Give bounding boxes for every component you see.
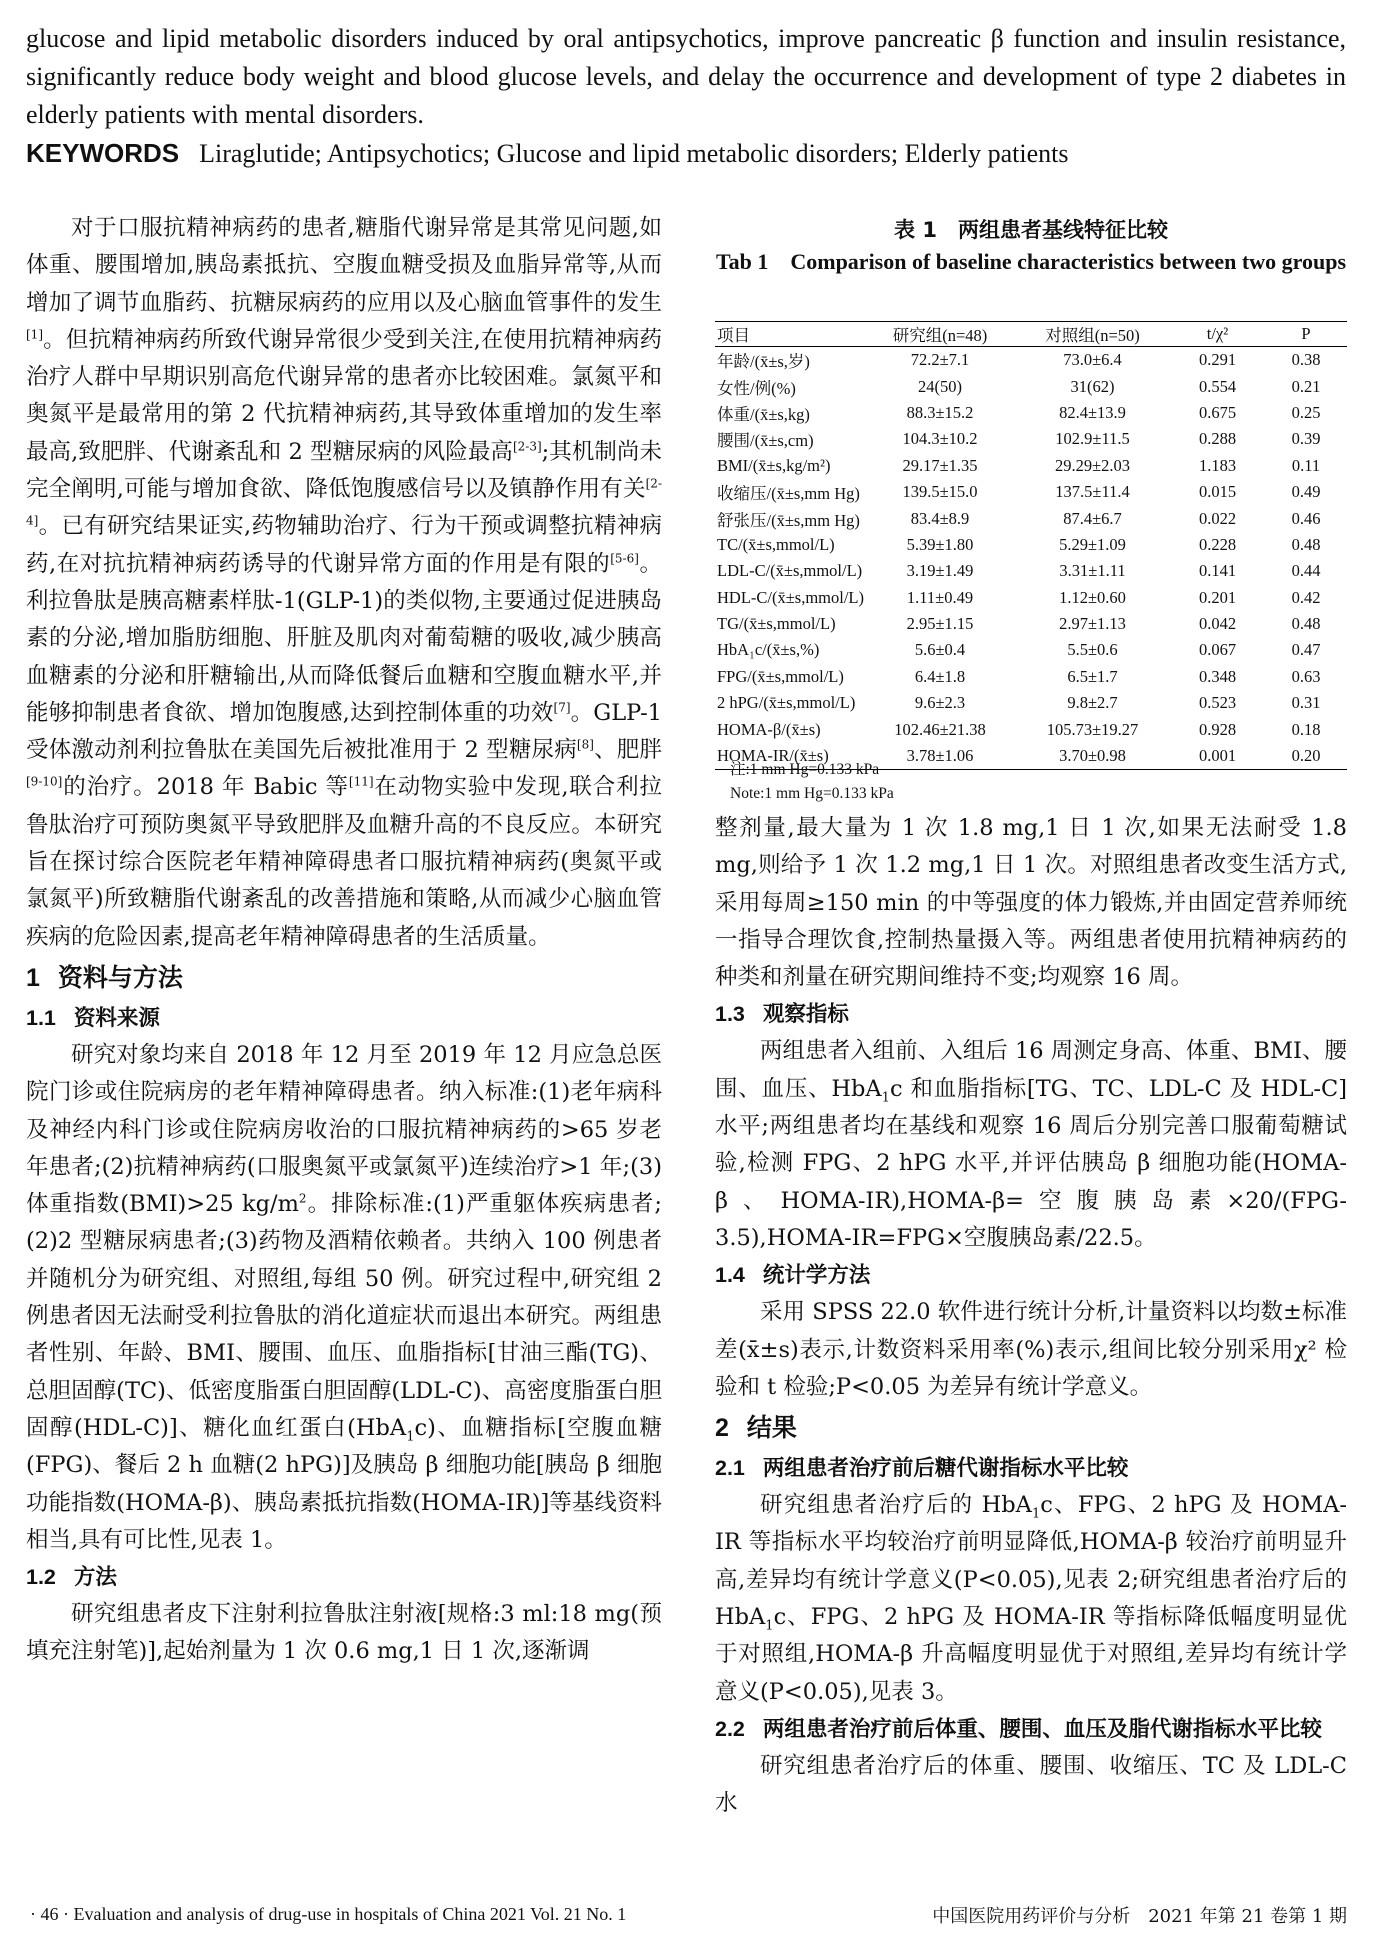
table-cell: 9.6±2.3 <box>914 693 966 713</box>
table-row-label: HOMA-IR/(x̄±s) <box>717 746 829 766</box>
table-cell: 2.95±1.15 <box>906 614 974 634</box>
table-row <box>715 664 1347 690</box>
table-row <box>715 400 1347 426</box>
table-row <box>715 532 1347 558</box>
section-title: 观察指标 <box>762 1002 849 1027</box>
table-cell: 3.19±1.49 <box>906 561 974 581</box>
table-cell: 0.39 <box>1291 429 1321 449</box>
abstract-block <box>26 20 1346 173</box>
table-cell: 6.5±1.7 <box>1067 666 1118 686</box>
text-run: c、FPG、2 hPG 及 HOMA-IR 等指标水平均较治疗前明显降低,HOMA-β 较治疗前明显升高,差异均有统计学意义(P<0.05),见表 2;研究组患者治疗后的 HbA <box>715 1492 1347 1631</box>
results-paragraph <box>715 1487 1347 1711</box>
table-cell: 5.5±0.6 <box>1067 640 1118 660</box>
citation: [8] <box>576 737 594 752</box>
table-cell: 88.3±15.2 <box>906 402 974 422</box>
section-number: 1.2 <box>26 1565 56 1590</box>
text-run: 、肥胖 <box>593 737 662 764</box>
right-column <box>715 810 1347 1823</box>
text-run: 。GLP-1 受体激动剂利拉鲁肽在美国先后被批准用于 2 型糖尿病 <box>26 699 662 764</box>
abstract-text: glucose and lipid metabolic disorders induced by oral antipsychotics, improve pancreatic β function and insulin resistance, significantly reduce body weight and blood glucose levels, and delay the occurrence and development of type 2 diabetes in elderly patients with mental disorders. <box>26 24 1346 129</box>
table-cell: 87.4±6.7 <box>1063 508 1122 528</box>
text-run: 两组患者入组前、入组后 16 周测定身高、体重、BMI、腰围、血压、HbA <box>715 1038 1347 1102</box>
table-row-label: BMI/(x̄±s,kg/m²) <box>717 455 831 475</box>
table-cell: 1.183 <box>1198 455 1237 475</box>
table-row <box>715 347 1347 374</box>
table-cell: 0.48 <box>1291 614 1321 634</box>
table-cell: 0.228 <box>1198 534 1237 554</box>
table-header-cell: 项目 <box>717 326 750 345</box>
table-cell: 82.4±13.9 <box>1059 402 1126 422</box>
table-row <box>715 611 1347 637</box>
footer-right: 中国医院用药评价与分析 2021 年第 21 卷第 1 期 <box>932 1906 1347 1927</box>
subscript: 1 <box>881 1090 890 1106</box>
table-row <box>715 716 1347 742</box>
table-cell: 104.3±10.2 <box>902 429 978 449</box>
table-cell: 0.523 <box>1198 693 1237 713</box>
subsection-heading <box>26 1559 662 1596</box>
table-cell: 0.38 <box>1291 350 1321 370</box>
section-number: 2 <box>715 1414 729 1443</box>
table-cell: 0.18 <box>1291 719 1321 739</box>
table-row <box>715 690 1347 716</box>
table-header-cell: t/χ² <box>1206 324 1229 343</box>
citation: [1] <box>26 327 43 342</box>
table-row-label: 收缩压/(x̄±s,mm Hg) <box>717 484 860 504</box>
citation: [2-4] <box>26 476 662 528</box>
table-cell: 0.49 <box>1291 482 1321 502</box>
section-title: 方法 <box>73 1565 117 1590</box>
section-number: 1.4 <box>715 1263 745 1288</box>
section-title: 两组患者治疗前后体重、腰围、血压及脂代谢指标水平比较 <box>762 1716 1322 1741</box>
table-caption-en: Tab 1 Comparison of baseline characteristics between two groups <box>715 249 1347 274</box>
table-row-label: 体重/(x̄±s,kg) <box>717 404 810 424</box>
table-row-label: LDL-C/(x̄±s,mmol/L) <box>717 561 863 581</box>
table-cell: 0.015 <box>1198 482 1237 502</box>
table-cell: 0.288 <box>1198 429 1237 449</box>
table-row <box>715 637 1347 663</box>
section-number: 1 <box>26 963 40 992</box>
table-note-en: Note:1 mm Hg=0.133 kPa <box>730 785 894 802</box>
text-run: 对于口服抗精神病药的患者,糖脂代谢异常是其常见问题,如体重、腰围增加,胰岛素抵抗、空腹血糖受损及血脂异常等,从而增加了调节血脂药、抗糖尿病药的应用以及心脑血管事件的发生 <box>26 215 662 316</box>
table-row-label: 舒张压/(x̄±s,mm Hg) <box>717 510 860 530</box>
table-row-label: 腰围/(x̄±s,cm) <box>717 431 814 451</box>
table-row-label: HOMA-β/(x̄±s) <box>717 719 821 739</box>
table-header-cell: 研究组(n=48) <box>892 326 988 345</box>
table-cell: 31(62) <box>1070 376 1115 396</box>
table-body <box>715 347 1347 770</box>
table-cell: 5.29±1.09 <box>1059 534 1126 554</box>
text-run: 。排除标准:(1)严重躯体疾病患者;(2)2 型糖尿病患者;(3)药物及酒精依赖者。共纳入 100 例患者并随机分为研究组、对照组,每组 50 例。研究过程中,研究组 2 例患者因无法耐受利拉鲁肽的消化道症状而退出本研究。两组患者性别、年龄、BMI、腰围、血压、血脂指标[甘油三酯(TG)、总胆固醇(TC)、低密度脂蛋白胆固醇(LDL-C)、高密度脂蛋白胆固醇(HDL-C)]、糖化血红蛋白(HbA <box>26 1191 662 1441</box>
table-row-label: HDL-C/(x̄±s,mmol/L) <box>717 587 865 607</box>
methods-paragraph: 采用 SPSS 22.0 软件进行统计分析,计量资料以均数±标准差(x̄±s)表示,计数资料采用率(%)表示,组间比较分别采用χ² 检验和 t 检验;P<0.05 为差异有统计学意义。 <box>715 1299 1347 1400</box>
section-title: 两组患者治疗前后糖代谢指标水平比较 <box>762 1456 1129 1481</box>
intro-paragraph <box>26 210 662 956</box>
table-row-label: FPG/(x̄±s,mmol/L) <box>717 666 844 686</box>
section-title: 统计学方法 <box>762 1263 871 1288</box>
table-note-cn: 注:1 mm Hg=0.133 kPa <box>730 761 880 778</box>
table-cell: 0.21 <box>1291 376 1321 396</box>
table-cell: 6.4±1.8 <box>914 666 966 686</box>
text-run: 研究对象均来自 2018 年 12 月至 2019 年 12 月应急总医院门诊或住院病房的老年精神障碍患者。纳入标准:(1)老年病科及神经内科门诊或住院病房收治的口服抗精神病药的>65 岁老年患者;(2)抗精神病药(口服奥氮平或氯氮平)连续治疗>1 年;(3)体重指数(BMI)>25 kg/m <box>26 1041 662 1218</box>
section-title: 资料来源 <box>73 1005 160 1030</box>
table-row-label: 2 hPG/(x̄±s,mmol/L) <box>717 693 856 713</box>
section-title: 资料与方法 <box>57 963 183 992</box>
keywords-label: KEYWORDS <box>26 138 180 168</box>
text-run: 研究组患者治疗后的 HbA <box>760 1492 1032 1519</box>
section-title: 结果 <box>746 1414 797 1443</box>
table-cell: 0.291 <box>1198 350 1237 370</box>
superscript: 2 <box>298 1191 307 1206</box>
table-cell: 0.001 <box>1198 746 1237 766</box>
table-cell: 0.022 <box>1198 508 1237 528</box>
table-row <box>715 426 1347 452</box>
table-cell: 0.067 <box>1198 640 1237 660</box>
table-cell: 0.47 <box>1291 640 1321 660</box>
table-row-label: 女性/例(%) <box>717 378 796 398</box>
table-cell: 29.17±1.35 <box>902 455 978 475</box>
table-cell: 0.25 <box>1291 402 1321 422</box>
subsection-heading <box>715 1450 1347 1487</box>
table-cell: 0.042 <box>1198 614 1237 634</box>
methods-paragraph <box>715 1033 1347 1257</box>
section-number: 2.2 <box>715 1716 745 1741</box>
table-row-label: HbA₁c/(x̄±s,%) <box>717 640 820 660</box>
table-cell: 0.63 <box>1291 666 1321 686</box>
table-cell: 5.6±0.4 <box>914 640 966 660</box>
subsection-heading <box>715 1711 1347 1748</box>
table-header-cell: 对照组(n=50) <box>1045 326 1140 345</box>
table-cell: 3.78±1.06 <box>906 746 974 766</box>
table-cell: 9.8±2.7 <box>1067 693 1118 713</box>
table-cell: 0.554 <box>1198 376 1237 396</box>
table-row <box>715 453 1347 479</box>
table-cell: 5.39±1.80 <box>906 534 974 554</box>
footer-left: · 46 · Evaluation and analysis of drug-use in hospitals of China 2021 Vol. 21 No. 1 <box>30 1904 627 1924</box>
table-row-label: TG/(x̄±s,mmol/L) <box>717 614 836 634</box>
text-run: 。已有研究结果证实,药物辅助治疗、行为干预或调整抗精神病药,在对抗抗精神病药诱导的代谢异常方面的作用是有限的 <box>26 513 662 577</box>
table-row-label: 年龄/(x̄±s,岁) <box>717 352 810 372</box>
text-run: c、FPG、2 hPG 及 HOMA-IR 等指标降低幅度明显优于对照组,HOMA-β 升高幅度明显优于对照组,差异均有统计学意义(P<0.05),见表 3。 <box>715 1604 1347 1705</box>
table-cell: 105.73±19.27 <box>1046 719 1139 739</box>
table-cell: 73.0±6.4 <box>1063 350 1122 370</box>
subscript: 1 <box>765 1618 774 1634</box>
text-run: ;其机制尚未完全阐明,可能与增加食欲、降低饱腹感信号以及镇静作用有关 <box>26 438 662 503</box>
table-row-label: TC/(x̄±s,mmol/L) <box>717 534 835 554</box>
text-run: 。但抗精神病药所致代谢异常很少受到关注,在使用抗精神病药治疗人群中早期识别高危代谢异常的患者亦比较困难。氯氮平和奥氮平是最常用的第 2 代抗精神病药,其导致体重增加的发生率最高,致肥胖、代谢紊乱和 2 型糖尿病的风险最高 <box>26 326 662 465</box>
table-cell: 0.675 <box>1198 402 1237 422</box>
table-cell: 139.5±15.0 <box>902 482 978 502</box>
table-cell: 0.928 <box>1198 719 1237 739</box>
methods-paragraph <box>26 1037 662 1559</box>
table-cell: 102.46±21.38 <box>894 719 986 739</box>
table-cell: 1.11±0.49 <box>906 587 974 607</box>
subsection-heading <box>715 1257 1347 1294</box>
subscript: 1 <box>406 1429 415 1445</box>
table-cell: 83.4±8.9 <box>910 508 970 528</box>
table-row <box>715 505 1347 531</box>
section-number: 1.1 <box>26 1005 56 1030</box>
left-column <box>26 210 662 1671</box>
table-cell: 0.11 <box>1291 455 1321 475</box>
table-cell: 24(50) <box>918 376 962 396</box>
keywords-line <box>26 134 1346 173</box>
table-header-cell: P <box>1301 324 1311 343</box>
citation: [9-10] <box>26 774 63 789</box>
text-run: c 和血脂指标[TG、TC、LDL-C 及 HDL-C]水平;两组患者均在基线和观察 16 周后分别完善口服葡萄糖试验,检测 FPG、2 hPG 水平,并评估胰岛 β 细胞功能(HOMA-β、HOMA-IR),HOMA-β=空腹胰岛素×20/(FPG-3.5),HOMA-IR=FPG×空腹胰岛素/22.5。 <box>715 1075 1347 1251</box>
baseline-table <box>715 321 1347 770</box>
table-cell: 29.29±2.03 <box>1054 455 1131 475</box>
table-row <box>715 479 1347 505</box>
methods-paragraph: 研究组患者皮下注射利拉鲁肽注射液[规格:3 ml:18 mg(预填充注射笔)],起始剂量为 1 次 0.6 mg,1 日 1 次,逐渐调 <box>26 1601 662 1665</box>
citation: [2-3] <box>512 439 542 454</box>
table-cell: 0.48 <box>1291 534 1321 554</box>
text-run: 在动物实验中发现,联合利拉鲁肽治疗可预防奥氮平导致肥胖及血糖升高的不良反应。本研究旨在探讨综合医院老年精神障碍患者口服抗精神病药(奥氮平或氯氮平)所致糖脂代谢紊乱的改善措施和策略,从而减少心脑血管疾病的危险因素,提高老年精神障碍患者的生活质量。 <box>26 774 662 950</box>
table-cell: 0.44 <box>1291 561 1321 581</box>
section-heading <box>26 958 662 998</box>
table-cell: 0.348 <box>1198 666 1237 686</box>
table-cell: 137.5±11.4 <box>1055 482 1130 502</box>
table-cell: 3.70±0.98 <box>1059 746 1126 766</box>
section-number: 1.3 <box>715 1002 745 1027</box>
subscript: 1 <box>1031 1506 1041 1522</box>
table-cell: 0.31 <box>1291 693 1321 713</box>
citation: [5-6] <box>610 551 639 566</box>
text-run: c)、血糖指标[空腹血糖(FPG)、餐后 2 h 血糖(2 hPG)]及胰岛 β 细胞功能[胰岛 β 细胞功能指数(HOMA-β)、胰岛素抵抗指数(HOMA-IR)]等基线资料相当,具有可比性,见表 1。 <box>26 1414 662 1553</box>
table-row <box>715 585 1347 611</box>
table-cell: 0.42 <box>1291 587 1321 607</box>
table-cell: 0.20 <box>1291 746 1321 766</box>
table-header-row <box>715 322 1347 347</box>
table-caption-cn: 表 1 两组患者基线特征比较 <box>894 218 1168 242</box>
keywords-text: Liraglutide; Antipsychotics; Glucose and lipid metabolic disorders; Elderly patients <box>199 139 1069 168</box>
table-cell: 0.141 <box>1198 561 1237 581</box>
table-cell: 72.2±7.1 <box>910 350 970 370</box>
subsection-heading <box>26 1000 662 1037</box>
results-paragraph: 研究组患者治疗后的体重、腰围、收缩压、TC 及 LDL-C 水 <box>715 1752 1347 1817</box>
table-cell: 3.31±1.11 <box>1059 561 1126 581</box>
table-row <box>715 558 1347 584</box>
citation: [7] <box>553 700 571 715</box>
table-cell: 0.201 <box>1198 587 1237 607</box>
text-run: 。利拉鲁肽是胰高糖素样肽-1(GLP-1)的类似物,主要通过促进胰岛素的分泌,增加脂肪细胞、肝脏及肌肉对葡萄糖的吸收,减少胰高血糖素的分泌和肝糖输出,从而降低餐后血糖和空腹血糖水平,并能够抑制患者食欲、增加饱腹感,达到控制体重的功效 <box>26 550 662 726</box>
table-cell: 102.9±11.5 <box>1055 429 1130 449</box>
table-cell: 1.12±0.60 <box>1059 587 1126 607</box>
table-cell: 2.97±1.13 <box>1059 614 1126 634</box>
text-run: 的治疗。2018 年 Babic 等 <box>62 774 349 801</box>
section-heading <box>715 1408 1347 1448</box>
citation: [11] <box>348 774 374 789</box>
table-caption <box>715 214 1347 278</box>
table-row <box>715 373 1347 399</box>
table-cell: 0.46 <box>1291 508 1321 528</box>
subsection-heading <box>715 996 1347 1033</box>
methods-paragraph: 整剂量,最大量为 1 次 1.8 mg,1 日 1 次,如果无法耐受 1.8 mg,则给予 1 次 1.2 mg,1 日 1 次。对照组患者改变生活方式,采用每周≥150 min 的中等强度的体力锻炼,并由固定营养师统一指导合理饮食,控制热量摄入等。两组患者使用抗精神病药的种类和剂量在研究期间维持不变;均观察 16 周。 <box>715 815 1347 991</box>
section-number: 2.1 <box>715 1456 745 1481</box>
